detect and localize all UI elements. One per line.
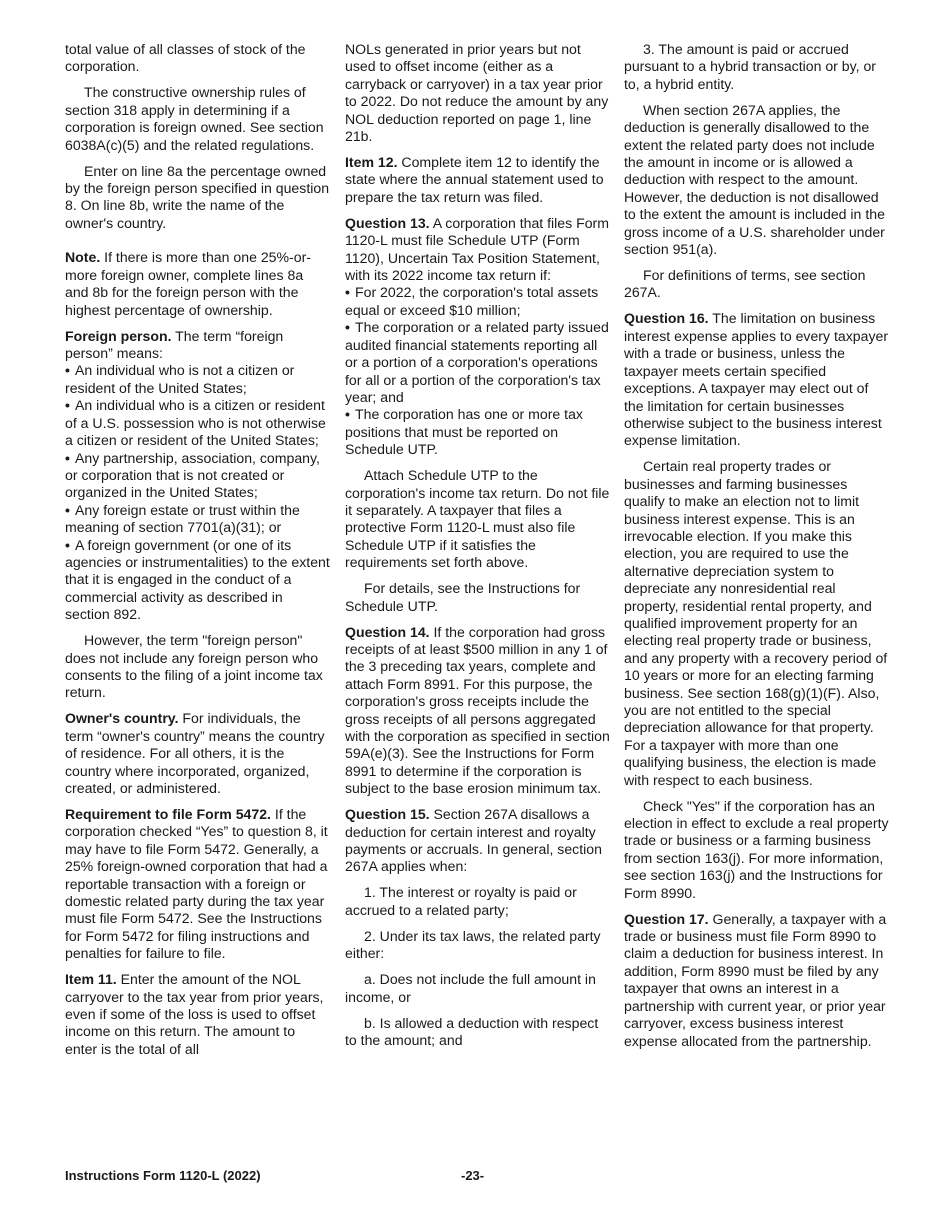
paragraph: However, the term "foreign person" does not include any foreign person who consents to the filing of a joint income tax return.	[65, 632, 323, 701]
paragraph: total value of all classes of stock of the corporation.	[65, 41, 306, 75]
note-text: If there is more than one 25%-or-more foreign owner, complete lines 8a and 8b for the foreign person with the highest percentage of ownership.	[65, 249, 311, 318]
owners-country-heading: Owner's country.	[65, 710, 179, 727]
item-11-paragraph	[65, 971, 330, 1058]
item-11-heading: Item 11.	[65, 971, 117, 988]
bullet-item: • The corporation has one or more tax positions that must be reported on Schedule UTP.	[345, 406, 611, 458]
question-17-text: Generally, a taxpayer with a trade or business must file Form 8990 to claim a deduction for business interest. In addition, Form 8990 must be filed by any taxpayer that owns an interest in a partnership with current year, or prior year carryover, excess business interest expense allocated from the partnership.	[624, 910, 887, 1049]
bullet-item: • Any partnership, association, company, or corporation that is not created or organized in the United States;	[65, 450, 330, 502]
paragraph: Certain real property trades or businesses and farming businesses qualify to make an election not to limit business interest expense. This is an irrevocable election. If you make this election, you are required to use the alternative depreciation system to depreciate any nonresidential real property, residential rental property, and qualified improvement property for an electing real property trade or business, and any property with a recovery period of 10 years or more for an electing farming business. See section 168(g)(1)(F). Also, you are not entitled to the special depreciation allowance for that property. For a taxpayer with more than one qualifying business, the election is made with respect to each business.	[624, 458, 888, 788]
requirement-heading: Requirement to file Form 5472.	[65, 806, 271, 822]
bullet-item: • Any foreign estate or trust within the meaning of section 7701(a)(31); or	[65, 502, 330, 537]
list-item: 2. Under its tax laws, the related party either:	[345, 927, 601, 962]
owners-country-text: For individuals, the term “owner's country” means the country of residence. For all others, it is the country where incorporated, organized, created, or administered.	[65, 710, 325, 796]
note-paragraph	[65, 249, 330, 319]
foreign-person-text: The term “foreign person” means:	[65, 327, 284, 362]
column-1	[65, 41, 330, 1067]
paragraph: Attach Schedule UTP to the corporation's income tax return. Do not file it separately. A taxpayer that files a protective Form 1120-L must also file Schedule UTP if it satisfies the requirements set forth above.	[345, 467, 610, 571]
column-2	[345, 41, 611, 1058]
column-3	[624, 41, 889, 1059]
question-17-heading: Question 17.	[624, 910, 709, 927]
paragraph: For details, see the Instructions for Schedule UTP.	[345, 580, 581, 614]
item-11-text: Enter the amount of the NOL carryover to the tax year from prior years, even if some of the loss is used to offset income on this return. The amount to enter is the total of all	[65, 971, 324, 1057]
bullet-item: • For 2022, the corporation's total assets equal or exceed $10 million;	[345, 284, 611, 319]
question-17-paragraph	[624, 911, 889, 1050]
owners-country-paragraph	[65, 710, 330, 797]
paragraph: NOLs generated in prior years but not used to offset income (either as a carryback or carryover) in a tax year prior to 2022. Do not reduce the amount by any NOL deduction reported on page 1, line 21b.	[345, 41, 609, 145]
question-15-heading: Question 15.	[345, 806, 430, 823]
question-16-heading: Question 16.	[624, 310, 709, 327]
paragraph: Enter on line 8a the percentage owned by the foreign person specified in question 8. On line 8b, write the name of the owner's country.	[65, 162, 330, 231]
list-item: b. Is allowed a deduction with respect to the amount; and	[345, 1014, 599, 1049]
requirement-paragraph	[65, 806, 330, 963]
paragraph: Check "Yes" if the corporation has an election in effect to exclude a real property trade or business or a farming business from section 163(j). For more information, see section 163(j) and the Instructions for Form 8990.	[624, 797, 889, 901]
footer-form-title: Instructions Form 1120-L (2022)	[65, 1168, 261, 1183]
question-14-paragraph	[345, 624, 611, 798]
list-item: 3. The amount is paid or accrued pursuant to a hybrid transaction or by, or to, a hybrid entity.	[624, 41, 876, 92]
bullet-item: • A foreign government (or one of its agencies or instrumentalities) to the extent that it is engaged in the conduct of a commercial activity as described in section 892.	[65, 537, 330, 624]
bullet-item: • An individual who is not a citizen or resident of the United States;	[65, 362, 330, 397]
item-12-text: Complete item 12 to identify the state where the annual statement used to prepare the tax return was filed.	[345, 154, 604, 205]
question-13-heading: Question 13.	[345, 214, 430, 231]
question-14-text: If the corporation had gross receipts of at least $500 million in any 1 of the 3 preceding tax years, complete and attach Form 8991. For this purpose, the corporation's gross receipts include the gross receipts of all persons aggregated with the corporation as specified in section 59A(e)(3). See the Instructions for Form 8991 to determine if the corporation is subject to the base erosion minimum tax.	[345, 623, 610, 797]
list-item: 1. The interest or royalty is paid or accrued to a related party;	[345, 884, 577, 918]
question-16-text: The limitation on business interest expense applies to every taxpayer with a trade or business, unless the taxpayer meets certain specified exceptions. A taxpayer may elect out of the limitation for certain businesses otherwise subject to the business interest expense limitation.	[624, 310, 889, 449]
requirement-text: If the corporation checked “Yes” to question 8, it may have to file Form 5472. Generally, a 25% foreign-owned corporation that had a reportable transaction with a foreign or domestic related party during the tax year must file Form 5472. See the Instructions for Form 5472 for filing instructions and penalties for failure to file.	[65, 806, 328, 962]
question-13-paragraph	[345, 215, 611, 285]
question-15-text: Section 267A disallows a deduction for certain interest and royalty payments or accruals. In general, section 267A applies when:	[345, 806, 602, 875]
note-heading: Note.	[65, 249, 101, 266]
item-12-paragraph	[345, 154, 611, 206]
question-15-paragraph	[345, 806, 611, 876]
foreign-person-heading: Foreign person.	[65, 327, 172, 344]
item-12-heading: Item 12.	[345, 154, 398, 171]
paragraph: When section 267A applies, the deduction is generally disallowed to the extent the related party does not include the amount in income or is allowed a deduction with respect to the amount. However, the deduction is not disallowed to the extent the amount is included in the gross income of a U.S. shareholder under section 951(a).	[624, 101, 885, 258]
question-14-heading: Question 14.	[345, 623, 430, 640]
footer-page-number: -23-	[461, 1168, 485, 1183]
paragraph: The constructive ownership rules of section 318 apply in determining if a corporation is foreign owned. See section 6038A(c)(5) and the related regulations.	[65, 84, 324, 153]
question-16-paragraph	[624, 310, 889, 449]
list-item: a. Does not include the full amount in income, or	[345, 971, 596, 1005]
bullet-item: • The corporation or a related party issued audited financial statements reporting all or a portion of a corporation's operations for all or a portion of the corporation's tax year; and	[345, 319, 611, 406]
foreign-person-paragraph	[65, 328, 330, 363]
paragraph: For definitions of terms, see section 267A.	[624, 267, 866, 301]
question-13-text: A corporation that files Form 1120-L must file Schedule UTP (Form 1120), Uncertain Tax Position Statement, with its 2022 income tax return if:	[345, 214, 609, 284]
bullet-item: • An individual who is a citizen or resident of a U.S. possession who is not otherwise a citizen or resident of the United States;	[65, 397, 330, 449]
